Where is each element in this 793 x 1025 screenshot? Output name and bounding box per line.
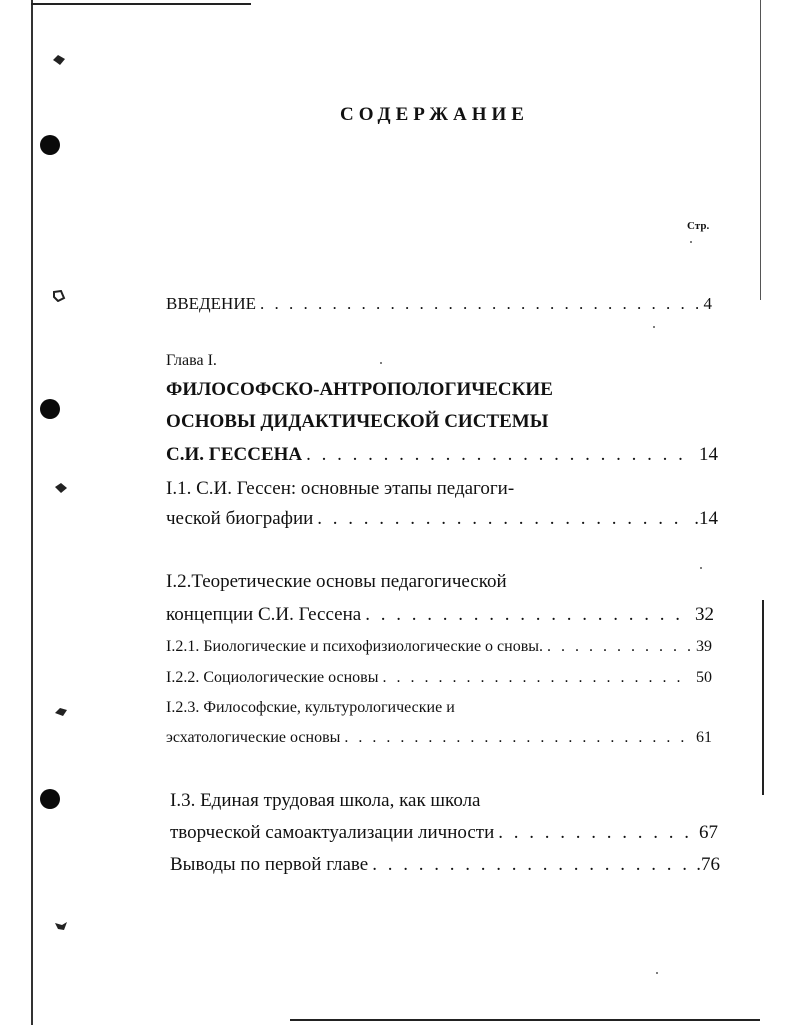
page-title: СОДЕРЖАНИЕ xyxy=(340,104,529,125)
binding-mark-4 xyxy=(54,706,68,718)
toc-entry-label: Выводы по первой главе xyxy=(170,854,369,875)
toc-entry-label: ческой биографии xyxy=(166,508,314,529)
scan-edge-top xyxy=(31,3,251,5)
page-column-label: Стр. xyxy=(687,220,710,232)
toc-entry-1-3 xyxy=(170,822,718,844)
toc-entry-conclusions xyxy=(170,854,720,876)
scan-edge-right-lower xyxy=(762,600,764,795)
toc-entry-1-3-line-1: I.3. Единая трудовая школа, как школа xyxy=(170,790,481,811)
toc-entry-page: 61 xyxy=(696,729,712,746)
dot-leader xyxy=(306,444,693,466)
toc-entry-1-2-3 xyxy=(166,729,712,747)
dot-leader xyxy=(498,822,693,844)
toc-entry-label: С.И. ГЕССЕНА xyxy=(166,444,303,465)
speck xyxy=(656,972,658,974)
toc-entry-label: I.2.2. Социологические основы xyxy=(166,669,379,686)
toc-entry-page: 14 xyxy=(699,444,718,465)
binding-mark-2 xyxy=(52,290,66,302)
toc-entry-intro xyxy=(166,294,712,314)
toc-entry-page: 4 xyxy=(703,294,712,313)
dot-leader xyxy=(382,669,690,687)
binding-mark-3 xyxy=(54,482,68,494)
speck xyxy=(380,362,382,364)
dot-leader xyxy=(317,508,688,530)
scan-edge-right xyxy=(760,0,761,300)
speck xyxy=(700,567,702,569)
chapter-title-line-1: ФИЛОСОФСКО-АНТРОПОЛОГИЧЕСКИЕ xyxy=(166,379,553,400)
dot-leader xyxy=(260,294,698,314)
toc-entry-page: 32 xyxy=(695,604,714,625)
toc-entry-label: эсхатологические основы xyxy=(166,729,341,746)
speck xyxy=(690,241,692,243)
toc-entry-1-1 xyxy=(166,508,718,530)
toc-entry-page: 67 xyxy=(699,822,718,843)
toc-entry-chapter1 xyxy=(166,444,718,466)
chapter-heading: Глава I. xyxy=(166,352,217,369)
toc-entry-label: I.2.1. Биологические и психофизиологические о сновы. xyxy=(166,638,544,655)
toc-entry-1-2-1 xyxy=(166,638,712,656)
toc-entry-1-2-line-1: I.2.Теоретические основы педагогической xyxy=(166,571,507,592)
toc-entry-page: 39 xyxy=(696,638,712,655)
punch-hole-3 xyxy=(40,789,60,809)
toc-entry-page: 50 xyxy=(696,669,712,686)
toc-entry-label: творческой самоактуализации личности xyxy=(170,822,495,843)
toc-entry-1-2 xyxy=(166,604,714,626)
dot-leader xyxy=(547,638,690,656)
binding-mark-1 xyxy=(52,54,66,66)
chapter-title-line-2: ОСНОВЫ ДИДАКТИЧЕСКОЙ СИСТЕМЫ xyxy=(166,411,549,432)
dot-leader xyxy=(365,604,689,626)
toc-entry-page: .14 xyxy=(694,508,718,529)
punch-hole-1 xyxy=(40,135,60,155)
toc-entry-page: .76 xyxy=(696,854,720,875)
binding-mark-5 xyxy=(54,920,68,932)
toc-entry-label: ВВЕДЕНИЕ xyxy=(166,294,256,313)
toc-entry-1-2-2 xyxy=(166,669,712,687)
speck xyxy=(653,326,655,328)
dot-leader xyxy=(344,729,690,747)
toc-entry-label: концепции С.И. Гессена xyxy=(166,604,362,625)
scan-edge-bottom xyxy=(290,1019,760,1021)
dot-leader xyxy=(372,854,690,876)
toc-entry-1-2-3-line-1: I.2.3. Философские, культурологические и xyxy=(166,699,455,716)
scan-edge-left xyxy=(31,0,33,1025)
toc-entry-1-1-line-1: I.1. С.И. Гессен: основные этапы педагоги- xyxy=(166,478,515,499)
punch-hole-2 xyxy=(40,399,60,419)
